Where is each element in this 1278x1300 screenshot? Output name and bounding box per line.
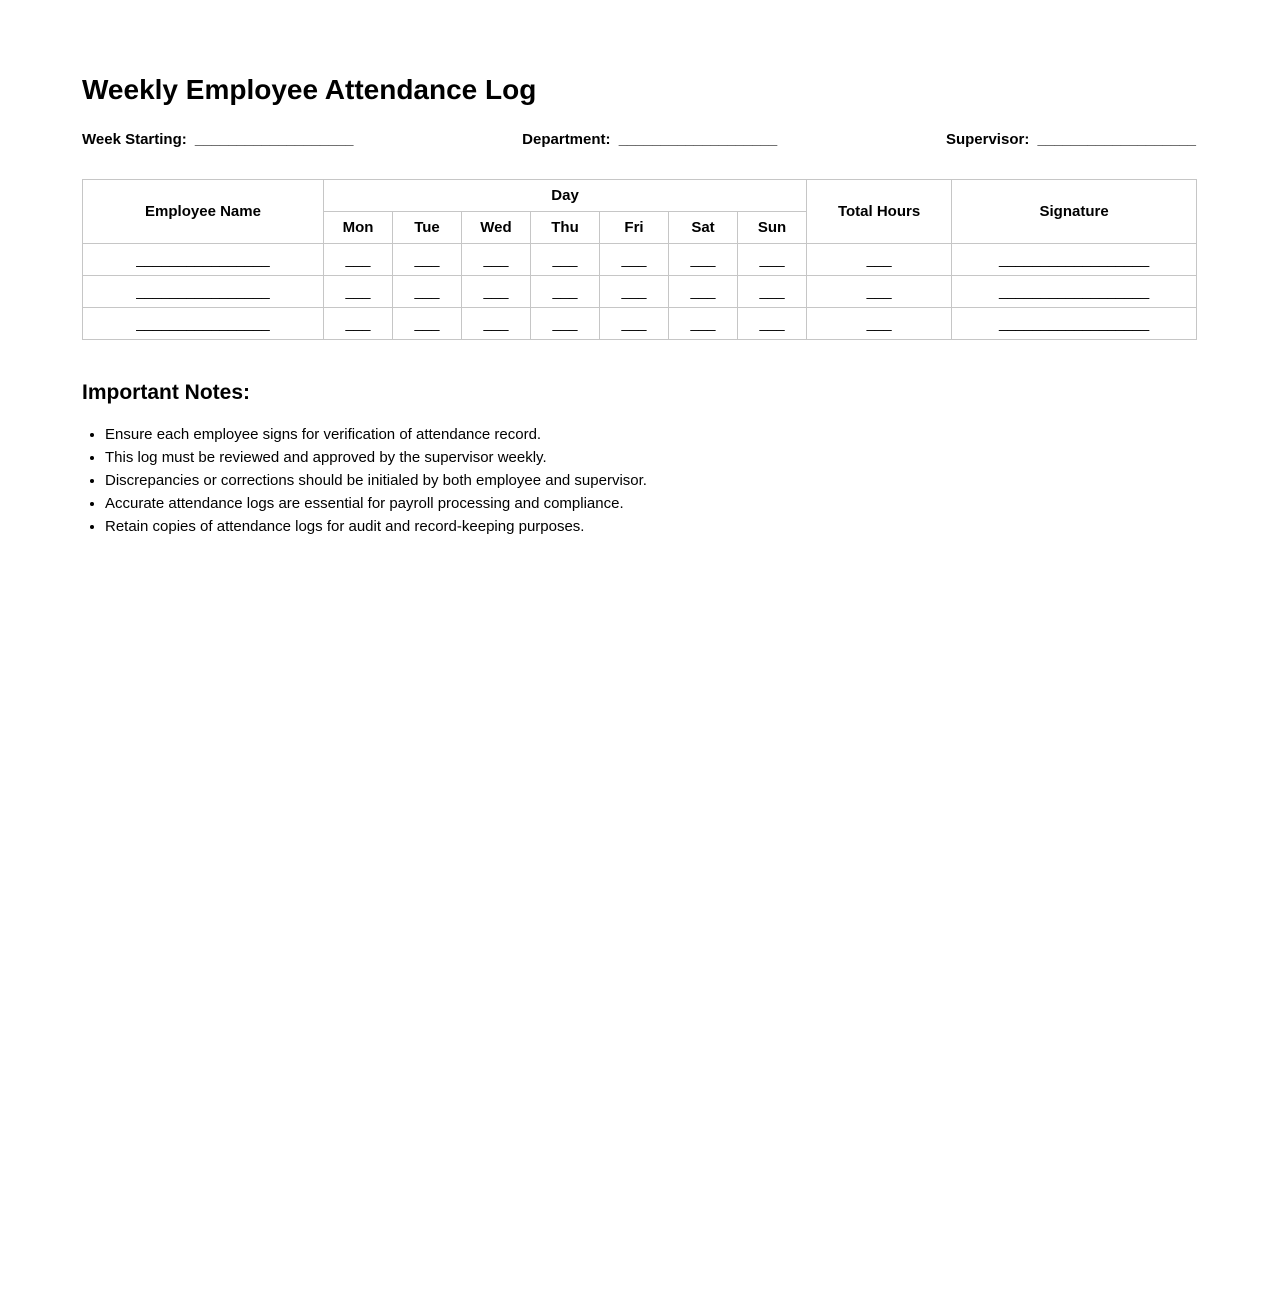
week-starting-field xyxy=(82,130,353,149)
day-column-header-sun: Sun xyxy=(738,212,807,244)
page-title: Weekly Employee Attendance Log xyxy=(82,74,537,105)
table-row xyxy=(83,244,1197,276)
day-cell-wed: ___ xyxy=(462,276,531,308)
supervisor-blank-line: ___________________ xyxy=(1037,131,1196,148)
signature-cell: __________________ xyxy=(952,308,1197,340)
note-item: • Retain copies of attendance logs for audit and record-keeping purposes. xyxy=(105,515,1196,538)
day-cell-wed: ___ xyxy=(462,244,531,276)
document-content xyxy=(82,74,1196,538)
note-item: • This log must be reviewed and approved by the supervisor weekly. xyxy=(105,446,1196,469)
employee-name-cell: ________________ xyxy=(83,276,324,308)
day-cell-sun: ___ xyxy=(738,276,807,308)
day-cell-mon: ___ xyxy=(324,308,393,340)
day-column-header-tue: Tue xyxy=(393,212,462,244)
total-hours-header: Total Hours xyxy=(807,180,952,244)
signature-header: Signature xyxy=(952,180,1197,244)
day-cell-sat: ___ xyxy=(669,308,738,340)
day-cell-tue: ___ xyxy=(393,308,462,340)
department-field xyxy=(522,130,777,149)
total-hours-cell: ___ xyxy=(807,244,952,276)
day-cell-sun: ___ xyxy=(738,244,807,276)
day-cell-sun: ___ xyxy=(738,308,807,340)
week-starting-label: Week Starting: xyxy=(82,131,187,148)
week-starting-blank-line: ___________________ xyxy=(194,131,354,148)
department-label: Department: xyxy=(522,131,611,148)
notes-list xyxy=(82,423,1196,538)
day-column-header-thu: Thu xyxy=(531,212,600,244)
table-row xyxy=(83,276,1197,308)
day-column-header-sat: Sat xyxy=(669,212,738,244)
day-cell-fri: ___ xyxy=(600,276,669,308)
day-cell-fri: ___ xyxy=(600,244,669,276)
day-cell-thu: ___ xyxy=(531,308,600,340)
attendance-table xyxy=(82,179,1197,340)
notes-heading: Important Notes: xyxy=(82,381,250,404)
form-fields-row xyxy=(82,130,1196,149)
day-column-header-mon: Mon xyxy=(324,212,393,244)
note-item: • Ensure each employee signs for verification of attendance record. xyxy=(105,423,1196,446)
day-cell-mon: ___ xyxy=(324,244,393,276)
day-cell-sat: ___ xyxy=(669,244,738,276)
employee-name-cell: ________________ xyxy=(83,308,324,340)
table-header-row-top xyxy=(83,180,1197,212)
table-row xyxy=(83,308,1197,340)
note-item: • Discrepancies or corrections should be initialed by both employee and supervisor. xyxy=(105,469,1196,492)
day-cell-tue: ___ xyxy=(393,276,462,308)
signature-cell: __________________ xyxy=(952,244,1197,276)
employee-name-cell: ________________ xyxy=(83,244,324,276)
note-item: • Accurate attendance logs are essential for payroll processing and compliance. xyxy=(105,492,1196,515)
total-hours-cell: ___ xyxy=(807,276,952,308)
day-group-header: Day xyxy=(324,180,807,212)
supervisor-field xyxy=(946,130,1196,149)
day-cell-tue: ___ xyxy=(393,244,462,276)
day-cell-mon: ___ xyxy=(324,276,393,308)
day-column-header-wed: Wed xyxy=(462,212,531,244)
day-column-header-fri: Fri xyxy=(600,212,669,244)
day-cell-thu: ___ xyxy=(531,244,600,276)
department-blank-line: ___________________ xyxy=(618,131,778,148)
total-hours-cell: ___ xyxy=(807,308,952,340)
day-cell-fri: ___ xyxy=(600,308,669,340)
day-cell-wed: ___ xyxy=(462,308,531,340)
employee-name-header: Employee Name xyxy=(83,180,324,244)
day-cell-thu: ___ xyxy=(531,276,600,308)
supervisor-label: Supervisor: xyxy=(945,131,1030,148)
day-cell-sat: ___ xyxy=(669,276,738,308)
signature-cell: __________________ xyxy=(952,276,1197,308)
